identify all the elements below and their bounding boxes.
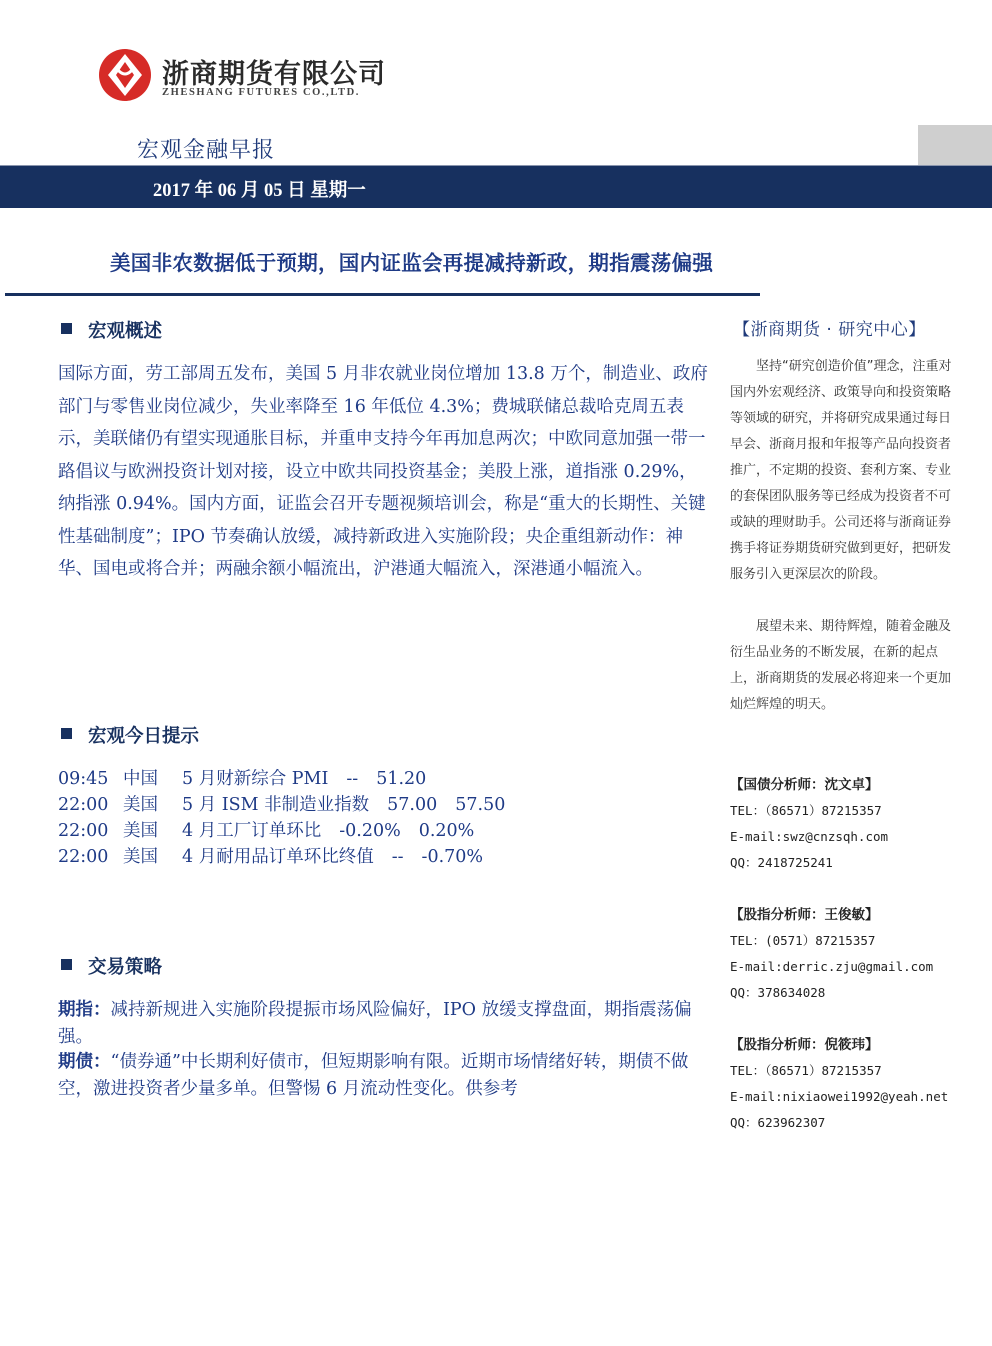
calendar-region: 美国: [123, 795, 158, 815]
calendar-region: 中国: [123, 769, 158, 789]
company-logo-icon: [98, 48, 152, 102]
company-name-en: ZHESHANG FUTURES CO.,LTD.: [162, 87, 361, 98]
headline: 美国非农数据低于预期，国内证监会再提减持新政，期指震荡偏强: [110, 251, 714, 275]
strategy-item: [58, 1049, 713, 1102]
analyst-email[interactable]: E-mail:derric.zju@gmail.com: [730, 959, 934, 974]
calendar-prev: -0.20%: [339, 821, 401, 841]
calendar-row: [58, 844, 505, 870]
sidebar-outlook-text: 展望未来、期待辉煌，随着金融及衍生品业务的不断发展，在新的起点上，浙商期货的发展必将迎来一个更加灿烂辉煌的明天。: [730, 619, 952, 712]
company-name-cn: 浙商期货有限公司: [162, 59, 386, 90]
calendar-value: 57.50: [455, 795, 506, 815]
calendar-prev: --: [391, 847, 404, 867]
strategy-label: 期债：: [58, 1052, 111, 1072]
analyst-title: 【国债分析师：沈文卓】: [730, 777, 879, 793]
calendar-prev: --: [346, 769, 359, 789]
calendar-row: [58, 792, 505, 818]
calendar-value: 0.20%: [418, 821, 475, 841]
analyst-title: 【股指分析师：王俊敏】: [730, 907, 879, 923]
strategy-label: 期指：: [58, 1000, 111, 1020]
calendar-item: 4 月耐用品订单环比终值: [182, 847, 374, 867]
analyst-card: [730, 902, 933, 1006]
section-bullet-icon: [61, 323, 72, 334]
analyst-tel: TEL：（86571）87215357: [730, 1063, 882, 1078]
analyst-tel: TEL：（86571）87215357: [730, 803, 882, 818]
sidebar-intro-text: 坚持“研究创造价值”理念，注重对国内外宏观经济、政策导向和投资策略等领域的研究，并将研究成果通过每日早会、浙商月报和年报等产品向投资者推广，不定期的投资、套利方案、专业的套保团队服务等已经成为投资者不可或缺的理财助手。公司还将与浙商证券携手将证券期货研究做到更好，把研发服务引入更深层次的阶段。: [730, 359, 952, 582]
macro-calendar: [58, 766, 505, 870]
calendar-row: [58, 766, 505, 792]
analyst-card: [730, 1032, 948, 1136]
header-gray-block: [918, 125, 992, 165]
section-heading-macro-overview: 宏观概述: [88, 321, 163, 342]
macro-overview-text: 国际方面，劳工部周五发布，美国 5 月非农就业岗位增加 13.8 万个，制造业、政府部门与零售业岗位减少，失业率降至 16 年低位 4.3%；费城联储总裁哈克周五表示，美联储仍有望实现通胀目标，并重申支持今年再加息两次；中欧同意加强一带一路倡议与欧洲投资计划对接，设立中欧共同投资基金；美股上涨，道指涨 0.29%，纳指涨 0.94%。国内方面，证监会召开专题视频培训会，称是“重大的长期性、关键性基础制度”；IPO 节奏确认放缓，减持新政进入实施阶段；央企重组新动作：神华、国电或将合并；两融余额小幅流出，沪港通大幅流入，深港通小幅流入。: [58, 364, 708, 579]
calendar-item: 5 月 ISM 非制造业指数: [182, 795, 370, 815]
calendar-region: 美国: [123, 847, 158, 867]
analyst-card: [730, 772, 888, 876]
calendar-time: 22:00: [58, 847, 109, 867]
analyst-tel: TEL：(0571）87215357: [730, 933, 876, 948]
analyst-qq: QQ：623962307: [730, 1115, 826, 1130]
strategy-item: [58, 997, 713, 1050]
calendar-time: 22:00: [58, 795, 109, 815]
headline-divider: [5, 293, 760, 296]
calendar-region: 美国: [123, 821, 158, 841]
strategy-text: 减持新规进入实施阶段提振市场风险偏好，IPO 放缓支撑盘面，期指震荡偏强。: [58, 1000, 692, 1047]
analyst-email[interactable]: E-mail:swz@cnzsqh.com: [730, 829, 889, 844]
calendar-value: 51.20: [376, 769, 427, 789]
strategy-text: “债券通”中长期利好债市，但短期影响有限。近期市场情绪好转，期债不做空，激进投资者少量多单。但警惕 6 月流动性变化。供参考: [58, 1052, 689, 1099]
calendar-value: -0.70%: [421, 847, 484, 867]
calendar-time: 22:00: [58, 821, 109, 841]
section-bullet-icon: [61, 959, 72, 970]
sidebar-heading: 【浙商期货 · 研究中心】: [733, 320, 926, 340]
calendar-time: 09:45: [58, 769, 109, 789]
section-heading-strategy: 交易策略: [88, 957, 163, 978]
calendar-prev: 57.00: [387, 795, 438, 815]
calendar-row: [58, 818, 505, 844]
analyst-title: 【股指分析师：倪筱玮】: [730, 1037, 879, 1053]
report-type-title: 宏观金融早报: [137, 138, 276, 163]
section-heading-macro-today: 宏观今日提示: [88, 726, 200, 747]
calendar-item: 5 月财新综合 PMI: [182, 769, 329, 789]
analyst-email[interactable]: E-mail:nixiaowei1992@yeah.net: [730, 1089, 949, 1104]
section-bullet-icon: [61, 728, 72, 739]
date-bar: [0, 165, 992, 208]
report-date: 2017 年 06 月 05 日 星期一: [153, 181, 366, 201]
analyst-qq: QQ：378634028: [730, 985, 826, 1000]
analyst-qq: QQ：2418725241: [730, 855, 833, 870]
calendar-item: 4 月工厂订单环比: [182, 821, 322, 841]
